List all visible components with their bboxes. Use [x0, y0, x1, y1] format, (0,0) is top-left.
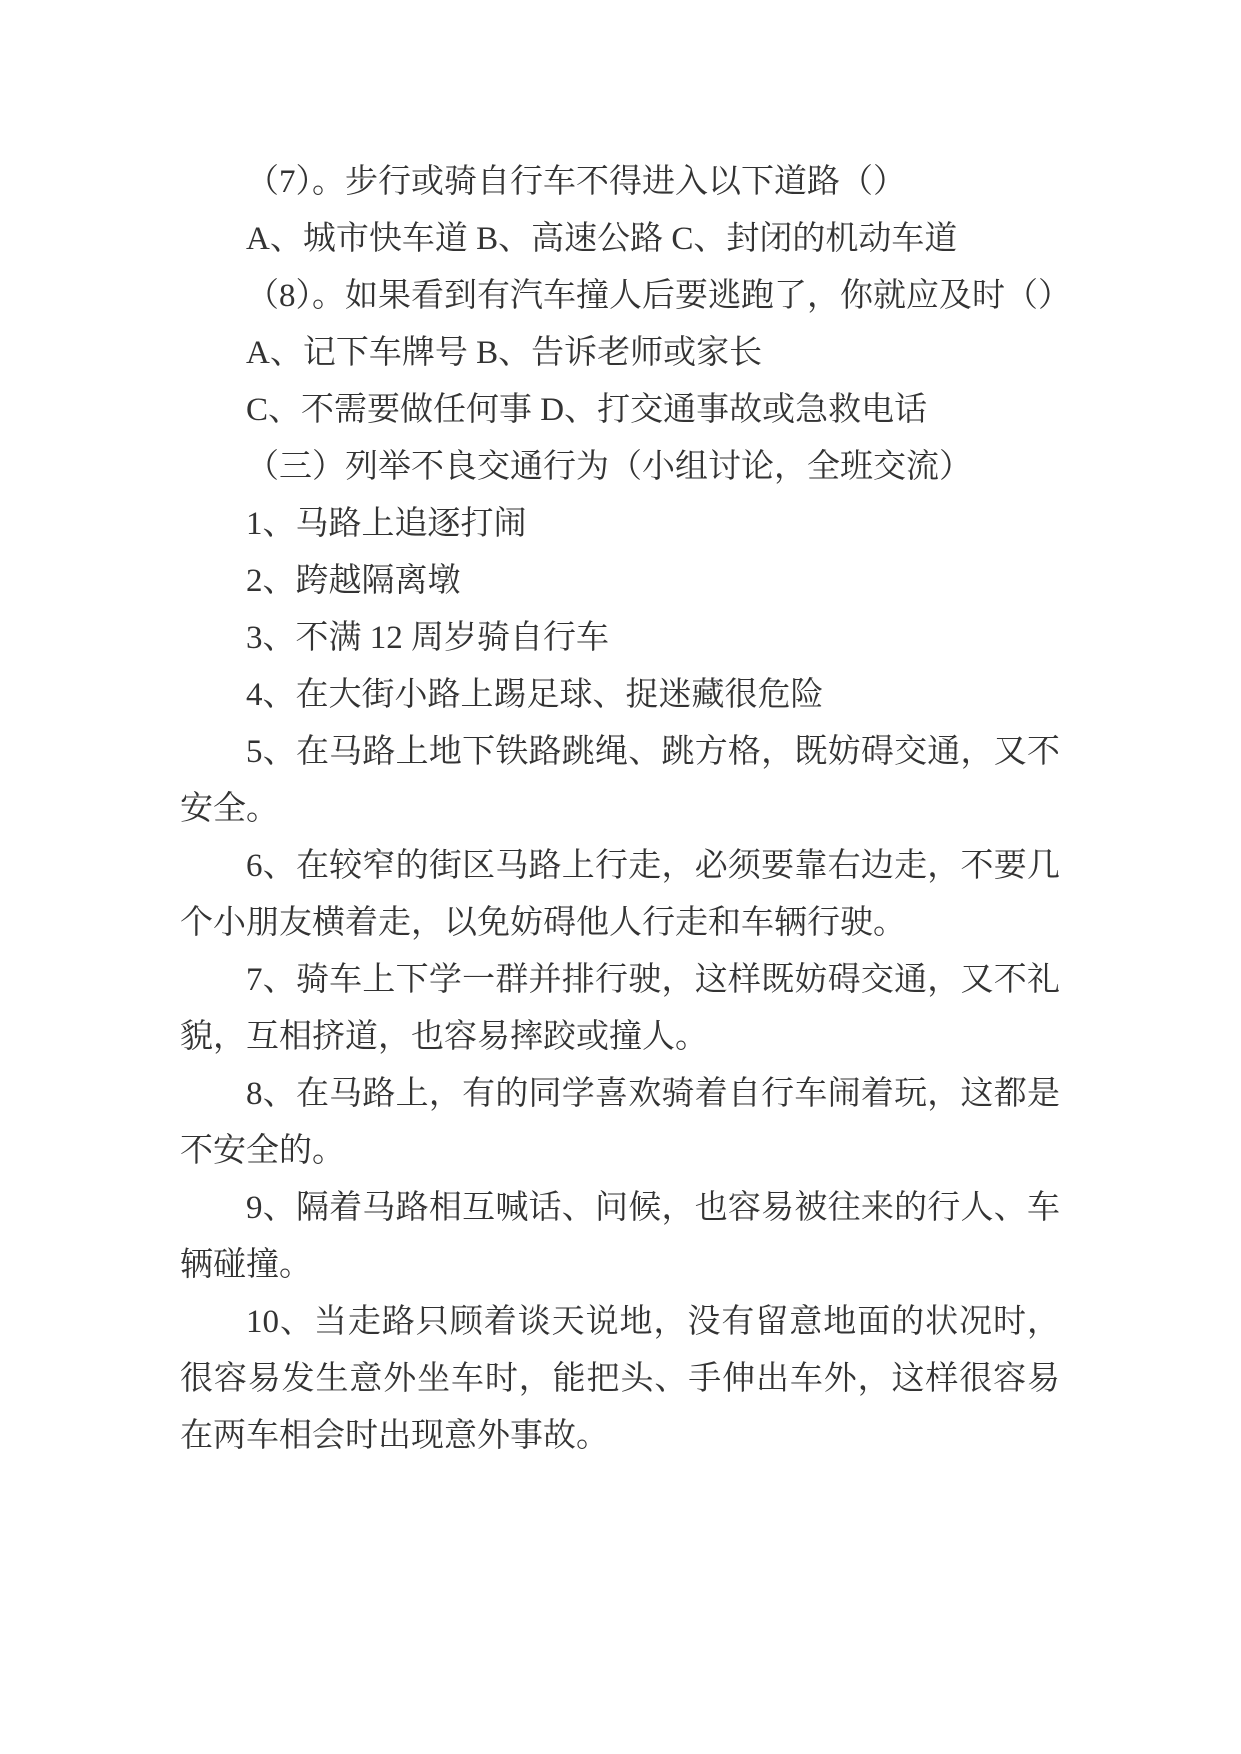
- paragraph-behavior-10: 10、当走路只顾着谈天说地，没有留意地面的状况时，很容易发生意外坐车时，能把头、手伸出车外，这样很容易在两车相会时出现意外事故。: [180, 1304, 1060, 1454]
- paragraph-behavior-1: 1、马路上追逐打闹: [246, 506, 527, 542]
- paragraph-behavior-9: 9、隔着马路相互喊话、问候，也容易被往来的行人、车辆碰撞。: [180, 1190, 1060, 1283]
- paragraph-behavior-3: 3、不满 12 周岁骑自行车: [246, 620, 609, 656]
- paragraph-behavior-7: 7、骑车上下学一群并排行驶，这样既妨碍交通，又不礼貌，互相挤道，也容易摔跤或撞人。: [180, 962, 1060, 1055]
- paragraph-section-three-heading: （三）列举不良交通行为（小组讨论，全班交流）: [246, 449, 972, 485]
- paragraph-behavior-2: 2、跨越隔离墩: [246, 563, 461, 599]
- paragraph-question-8-options-cd: C、不需要做任何事 D、打交通事故或急救电话: [246, 392, 928, 428]
- document-body: [180, 154, 1071, 1465]
- paragraph-question-7: （7）。步行或骑自行车不得进入以下道路（）: [246, 164, 906, 200]
- paragraph-behavior-8: 8、在马路上，有的同学喜欢骑着自行车闹着玩，这都是不安全的。: [180, 1076, 1060, 1169]
- paragraph-question-7-options: A、城市快车道 B、高速公路 C、封闭的机动车道: [246, 221, 958, 257]
- paragraph-behavior-5: 5、在马路上地下铁路跳绳、跳方格，既妨碍交通，又不安全。: [180, 734, 1060, 827]
- paragraph-behavior-4: 4、在大街小路上踢足球、捉迷藏很危险: [246, 677, 824, 713]
- paragraph-behavior-6: 6、在较窄的街区马路上行走，必须要靠右边走，不要几个小朋友横着走，以免妨碍他人行走和车辆行驶。: [180, 848, 1060, 941]
- paragraph-question-8: （8）。如果看到有汽车撞人后要逃跑了，你就应及时（）: [246, 278, 1071, 314]
- paragraph-question-8-options-ab: A、记下车牌号 B、告诉老师或家长: [246, 335, 763, 371]
